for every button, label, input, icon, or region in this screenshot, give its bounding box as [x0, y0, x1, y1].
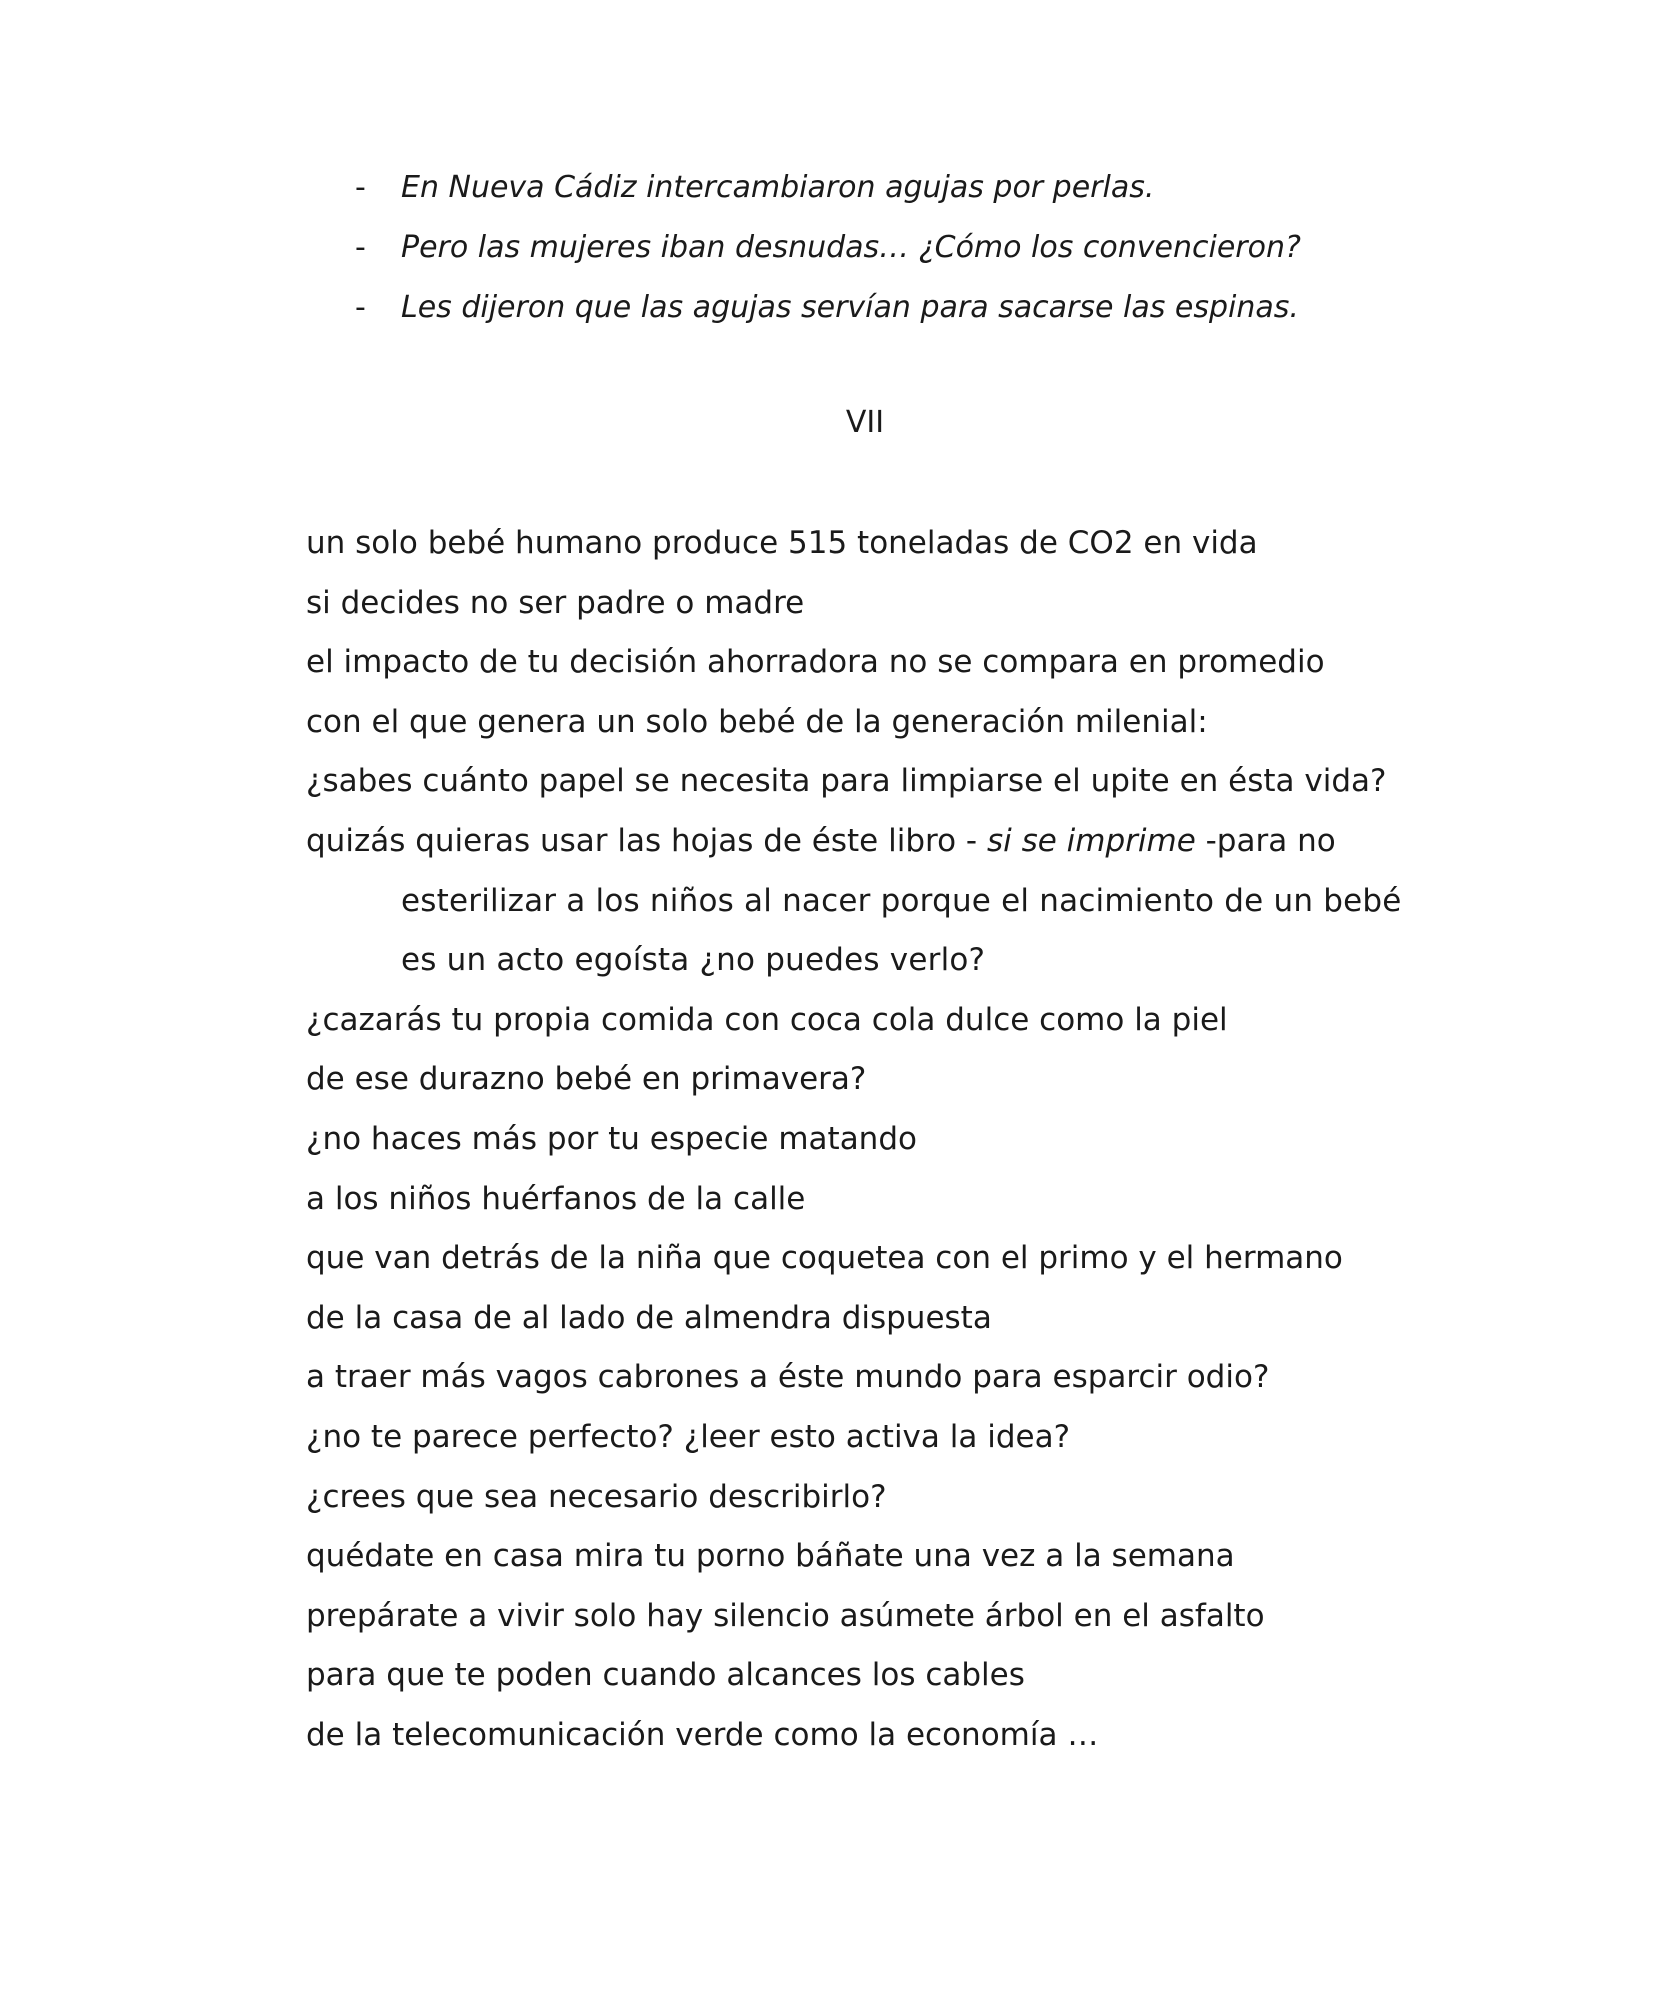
poem-line: para que te poden cuando alcances los cables [306, 1657, 1025, 1694]
poem-line: prepárate a vivir solo hay silencio asúmete árbol en el asfalto [306, 1597, 1265, 1634]
poem-line: a los niños huérfanos de la calle [306, 1180, 806, 1217]
poem-line: de ese durazno bebé en primavera? [306, 1061, 867, 1098]
poem-line: de la telecomunicación verde como la economía … [306, 1716, 1099, 1753]
poem-line-indented: es un acto egoísta ¿no puedes verlo? [401, 942, 986, 979]
dialogue-text: Les dijeron que las agujas servían para sacarse las espinas. [401, 290, 1299, 325]
poem-line: con el que genera un solo bebé de la generación milenial: [306, 703, 1208, 740]
poem-line: un solo bebé humano produce 515 toneladas de CO2 en vida [306, 525, 1258, 561]
dialogue-dash: - [355, 290, 366, 325]
poem-line: el impacto de tu decisión ahorradora no se compara en promedio [306, 644, 1325, 681]
poem-line: de la casa de al lado de almendra dispuesta [306, 1299, 992, 1336]
dialogue-text: En Nueva Cádiz intercambiaron agujas por perlas. [401, 170, 1155, 205]
poem-line-indented: esterilizar a los niños al nacer porque el nacimiento de un bebé [401, 882, 1402, 919]
poem-line: que van detrás de la niña que coquetea con el primo y el hermano [306, 1240, 1343, 1277]
poem-text: quizás quieras usar las hojas de éste libro - [306, 822, 987, 859]
dialogue-line [355, 278, 1455, 338]
dialogue-dash: - [355, 230, 366, 265]
poem-line: si decides no ser padre o madre [306, 584, 805, 621]
poem-line: a traer más vagos cabrones a éste mundo para esparcir odio? [306, 1359, 1270, 1396]
poem-line: ¿cazarás tu propia comida con coca cola dulce como la piel [306, 1001, 1228, 1038]
poem-block [306, 514, 1446, 1765]
poem-line: ¿crees que sea necesario describirlo? [306, 1478, 887, 1515]
section-number: VII [845, 405, 885, 440]
dialogue-dash: - [355, 170, 366, 205]
dialogue-line [355, 218, 1455, 278]
poem-line: ¿sabes cuánto papel se necesita para limpiarse el upite en ésta vida? [306, 763, 1387, 800]
poem-line: ¿no haces más por tu especie matando [306, 1120, 917, 1157]
dialogue-line [355, 158, 1455, 218]
poem-text: -para no [1195, 822, 1336, 859]
poem-line: ¿no te parece perfecto? ¿leer esto activa la idea? [306, 1418, 1071, 1455]
dialogue-text: Pero las mujeres iban desnudas… ¿Cómo los convencieron? [401, 230, 1301, 265]
poem-line [306, 812, 1446, 872]
dialogue-block [355, 158, 1455, 338]
poem-line: quédate en casa mira tu porno báñate una vez a la semana [306, 1538, 1235, 1575]
poem-italic-text: si se imprime [986, 822, 1196, 859]
